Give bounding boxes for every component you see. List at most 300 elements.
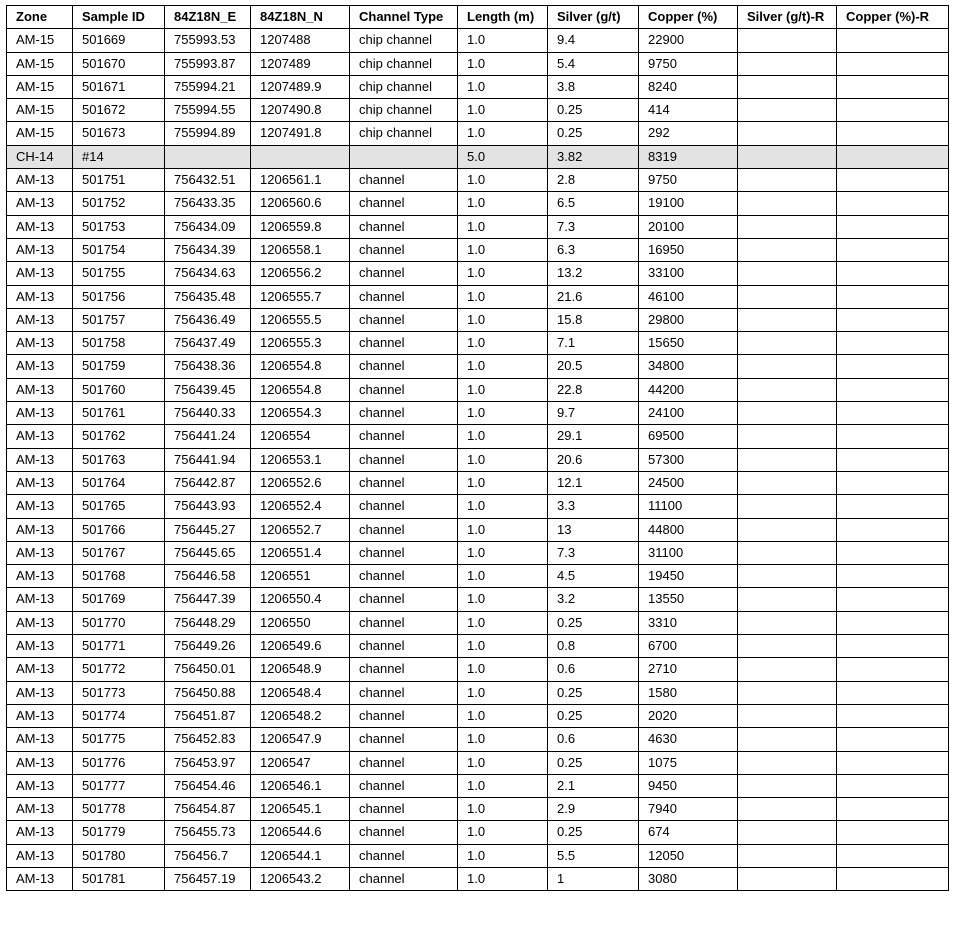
table-row <box>7 774 949 797</box>
cell-length: 1.0 <box>458 728 548 751</box>
cell-northing: 1206553.1 <box>251 448 350 471</box>
cell-silver-r <box>738 238 837 261</box>
cell-northing: 1206560.6 <box>251 192 350 215</box>
cell-sample-id: 501669 <box>73 29 165 52</box>
cell-easting: 756456.7 <box>165 844 251 867</box>
cell-sample-id: 501770 <box>73 611 165 634</box>
cell-silver: 0.6 <box>548 658 639 681</box>
cell-easting: 756436.49 <box>165 308 251 331</box>
cell-length: 1.0 <box>458 798 548 821</box>
table-row <box>7 99 949 122</box>
cell-copper: 9750 <box>639 52 738 75</box>
cell-length: 1.0 <box>458 285 548 308</box>
cell-sample-id: 501761 <box>73 402 165 425</box>
cell-zone: AM-15 <box>7 122 73 145</box>
cell-silver: 0.8 <box>548 635 639 658</box>
table-row <box>7 844 949 867</box>
cell-silver-r <box>738 728 837 751</box>
table-row <box>7 29 949 52</box>
cell-zone: AM-15 <box>7 75 73 98</box>
cell-zone: AM-13 <box>7 751 73 774</box>
cell-copper-r <box>837 99 949 122</box>
cell-silver-r <box>738 518 837 541</box>
cell-sample-id: 501756 <box>73 285 165 308</box>
cell-northing: 1206546.1 <box>251 774 350 797</box>
cell-zone: AM-13 <box>7 774 73 797</box>
cell-silver-r <box>738 681 837 704</box>
cell-easting: 756437.49 <box>165 332 251 355</box>
cell-zone: AM-13 <box>7 285 73 308</box>
cell-length: 1.0 <box>458 402 548 425</box>
cell-zone: AM-13 <box>7 798 73 821</box>
cell-easting: 756453.97 <box>165 751 251 774</box>
cell-silver: 0.25 <box>548 611 639 634</box>
cell-northing: 1206548.4 <box>251 681 350 704</box>
cell-northing: 1206551 <box>251 565 350 588</box>
cell-easting: 756450.88 <box>165 681 251 704</box>
cell-northing: 1207489 <box>251 52 350 75</box>
table-row <box>7 238 949 261</box>
cell-easting: 756446.58 <box>165 565 251 588</box>
cell-sample-id: 501755 <box>73 262 165 285</box>
cell-silver-r <box>738 75 837 98</box>
cell-silver-r <box>738 751 837 774</box>
cell-length: 1.0 <box>458 378 548 401</box>
header-length: Length (m) <box>458 6 548 29</box>
table-row <box>7 751 949 774</box>
cell-copper-r <box>837 402 949 425</box>
cell-silver: 2.1 <box>548 774 639 797</box>
cell-silver: 3.8 <box>548 75 639 98</box>
cell-easting: 756445.27 <box>165 518 251 541</box>
cell-copper-r <box>837 169 949 192</box>
cell-channel-type: channel <box>350 635 458 658</box>
table-row <box>7 122 949 145</box>
cell-copper: 1580 <box>639 681 738 704</box>
cell-copper-r <box>837 588 949 611</box>
cell-copper: 69500 <box>639 425 738 448</box>
cell-zone: AM-13 <box>7 262 73 285</box>
cell-length: 1.0 <box>458 867 548 890</box>
cell-silver-r <box>738 145 837 168</box>
cell-sample-id: 501671 <box>73 75 165 98</box>
cell-silver-r <box>738 448 837 471</box>
cell-northing: 1206548.9 <box>251 658 350 681</box>
cell-copper: 24500 <box>639 471 738 494</box>
cell-zone: AM-13 <box>7 495 73 518</box>
cell-silver: 6.3 <box>548 238 639 261</box>
cell-silver-r <box>738 635 837 658</box>
cell-copper-r <box>837 751 949 774</box>
cell-easting: 756442.87 <box>165 471 251 494</box>
cell-silver: 13 <box>548 518 639 541</box>
cell-channel-type: channel <box>350 867 458 890</box>
cell-northing: 1206548.2 <box>251 704 350 727</box>
header-copper-r: Copper (%)-R <box>837 6 949 29</box>
cell-easting: 756454.87 <box>165 798 251 821</box>
cell-silver-r <box>738 798 837 821</box>
cell-easting: 756438.36 <box>165 355 251 378</box>
cell-copper: 44200 <box>639 378 738 401</box>
table-row <box>7 611 949 634</box>
cell-channel-type: channel <box>350 285 458 308</box>
cell-copper: 292 <box>639 122 738 145</box>
cell-silver: 7.3 <box>548 541 639 564</box>
table-row <box>7 192 949 215</box>
table-row <box>7 495 949 518</box>
cell-copper-r <box>837 774 949 797</box>
cell-northing: 1206550.4 <box>251 588 350 611</box>
cell-length: 1.0 <box>458 658 548 681</box>
cell-sample-id: 501769 <box>73 588 165 611</box>
cell-copper: 34800 <box>639 355 738 378</box>
cell-channel-type: channel <box>350 308 458 331</box>
cell-silver-r <box>738 99 837 122</box>
cell-easting: 756447.39 <box>165 588 251 611</box>
cell-copper: 31100 <box>639 541 738 564</box>
cell-zone: AM-15 <box>7 29 73 52</box>
cell-zone: AM-13 <box>7 844 73 867</box>
cell-copper-r <box>837 495 949 518</box>
cell-channel-type: chip channel <box>350 52 458 75</box>
cell-easting: 756433.35 <box>165 192 251 215</box>
cell-sample-id: 501754 <box>73 238 165 261</box>
cell-sample-id: 501758 <box>73 332 165 355</box>
cell-length: 1.0 <box>458 215 548 238</box>
cell-silver: 7.3 <box>548 215 639 238</box>
cell-silver: 0.25 <box>548 704 639 727</box>
table-body <box>7 29 949 891</box>
cell-copper: 414 <box>639 99 738 122</box>
cell-length: 1.0 <box>458 704 548 727</box>
cell-easting: 755993.87 <box>165 52 251 75</box>
cell-silver: 12.1 <box>548 471 639 494</box>
cell-copper: 7940 <box>639 798 738 821</box>
cell-northing: 1206555.3 <box>251 332 350 355</box>
cell-channel-type: channel <box>350 518 458 541</box>
table-row <box>7 518 949 541</box>
cell-copper: 8240 <box>639 75 738 98</box>
cell-channel-type <box>350 145 458 168</box>
cell-sample-id: 501781 <box>73 867 165 890</box>
cell-sample-id: 501751 <box>73 169 165 192</box>
cell-length: 1.0 <box>458 425 548 448</box>
cell-copper-r <box>837 122 949 145</box>
cell-silver-r <box>738 867 837 890</box>
cell-length: 1.0 <box>458 588 548 611</box>
cell-easting: 756455.73 <box>165 821 251 844</box>
cell-copper: 12050 <box>639 844 738 867</box>
cell-length: 1.0 <box>458 122 548 145</box>
table-row <box>7 658 949 681</box>
cell-zone: AM-13 <box>7 681 73 704</box>
cell-sample-id: 501757 <box>73 308 165 331</box>
cell-northing: 1206555.5 <box>251 308 350 331</box>
cell-northing: 1206554.8 <box>251 355 350 378</box>
table-row <box>7 262 949 285</box>
cell-channel-type: channel <box>350 332 458 355</box>
cell-sample-id: 501672 <box>73 99 165 122</box>
cell-length: 1.0 <box>458 192 548 215</box>
cell-channel-type: channel <box>350 355 458 378</box>
cell-copper-r <box>837 262 949 285</box>
table-row <box>7 425 949 448</box>
table-row <box>7 402 949 425</box>
cell-silver-r <box>738 402 837 425</box>
cell-copper: 57300 <box>639 448 738 471</box>
cell-length: 1.0 <box>458 29 548 52</box>
cell-zone: AM-13 <box>7 402 73 425</box>
cell-northing <box>251 145 350 168</box>
header-row <box>7 6 949 29</box>
cell-copper-r <box>837 425 949 448</box>
cell-silver-r <box>738 844 837 867</box>
cell-silver-r <box>738 704 837 727</box>
cell-copper: 1075 <box>639 751 738 774</box>
cell-silver-r <box>738 471 837 494</box>
table-row <box>7 588 949 611</box>
cell-easting: 756457.19 <box>165 867 251 890</box>
cell-copper-r <box>837 635 949 658</box>
cell-easting: 756454.46 <box>165 774 251 797</box>
cell-silver: 6.5 <box>548 192 639 215</box>
cell-silver: 3.2 <box>548 588 639 611</box>
cell-length: 1.0 <box>458 99 548 122</box>
cell-easting: 756435.48 <box>165 285 251 308</box>
cell-channel-type: channel <box>350 681 458 704</box>
cell-channel-type: channel <box>350 541 458 564</box>
cell-zone: AM-13 <box>7 215 73 238</box>
table-row <box>7 448 949 471</box>
cell-zone: AM-13 <box>7 355 73 378</box>
cell-sample-id: 501768 <box>73 565 165 588</box>
cell-zone: AM-15 <box>7 99 73 122</box>
cell-channel-type: channel <box>350 215 458 238</box>
cell-copper: 15650 <box>639 332 738 355</box>
cell-northing: 1206547.9 <box>251 728 350 751</box>
cell-copper-r <box>837 867 949 890</box>
cell-northing: 1206561.1 <box>251 169 350 192</box>
cell-channel-type: chip channel <box>350 75 458 98</box>
cell-length: 1.0 <box>458 332 548 355</box>
table-row <box>7 867 949 890</box>
cell-zone: AM-13 <box>7 867 73 890</box>
cell-silver: 0.25 <box>548 821 639 844</box>
cell-copper: 3080 <box>639 867 738 890</box>
cell-sample-id: 501771 <box>73 635 165 658</box>
cell-silver-r <box>738 541 837 564</box>
cell-copper: 11100 <box>639 495 738 518</box>
cell-channel-type: channel <box>350 471 458 494</box>
cell-silver-r <box>738 122 837 145</box>
cell-easting: 756434.39 <box>165 238 251 261</box>
cell-length: 1.0 <box>458 611 548 634</box>
cell-length: 1.0 <box>458 495 548 518</box>
cell-sample-id: 501670 <box>73 52 165 75</box>
cell-silver: 9.4 <box>548 29 639 52</box>
cell-zone: CH-14 <box>7 145 73 168</box>
cell-sample-id: 501753 <box>73 215 165 238</box>
cell-northing: 1207489.9 <box>251 75 350 98</box>
cell-northing: 1206556.2 <box>251 262 350 285</box>
cell-easting: 756448.29 <box>165 611 251 634</box>
cell-copper: 19450 <box>639 565 738 588</box>
header-zone: Zone <box>7 6 73 29</box>
cell-channel-type: channel <box>350 844 458 867</box>
cell-copper-r <box>837 308 949 331</box>
cell-silver-r <box>738 425 837 448</box>
header-channel-type: Channel Type <box>350 6 458 29</box>
cell-silver: 0.25 <box>548 751 639 774</box>
cell-silver-r <box>738 611 837 634</box>
cell-easting: 756440.33 <box>165 402 251 425</box>
cell-zone: AM-13 <box>7 728 73 751</box>
cell-silver: 9.7 <box>548 402 639 425</box>
cell-zone: AM-13 <box>7 425 73 448</box>
cell-channel-type: channel <box>350 658 458 681</box>
cell-zone: AM-13 <box>7 308 73 331</box>
cell-length: 1.0 <box>458 518 548 541</box>
cell-copper-r <box>837 215 949 238</box>
cell-silver-r <box>738 29 837 52</box>
cell-copper: 44800 <box>639 518 738 541</box>
table-row <box>7 355 949 378</box>
cell-sample-id: 501764 <box>73 471 165 494</box>
cell-copper: 24100 <box>639 402 738 425</box>
cell-easting: 756443.93 <box>165 495 251 518</box>
cell-zone: AM-13 <box>7 192 73 215</box>
subtotal-row <box>7 145 949 168</box>
cell-silver-r <box>738 332 837 355</box>
cell-copper-r <box>837 332 949 355</box>
cell-northing: 1206552.6 <box>251 471 350 494</box>
cell-easting: 756432.51 <box>165 169 251 192</box>
cell-copper-r <box>837 681 949 704</box>
cell-easting: 756441.24 <box>165 425 251 448</box>
cell-silver-r <box>738 215 837 238</box>
cell-copper-r <box>837 471 949 494</box>
header-sample-id: Sample ID <box>73 6 165 29</box>
cell-copper-r <box>837 192 949 215</box>
cell-sample-id: 501759 <box>73 355 165 378</box>
cell-copper-r <box>837 52 949 75</box>
cell-zone: AM-13 <box>7 658 73 681</box>
table-row <box>7 681 949 704</box>
cell-length: 1.0 <box>458 541 548 564</box>
cell-sample-id: 501774 <box>73 704 165 727</box>
cell-easting: 755993.53 <box>165 29 251 52</box>
cell-zone: AM-13 <box>7 518 73 541</box>
cell-channel-type: channel <box>350 704 458 727</box>
cell-sample-id: 501776 <box>73 751 165 774</box>
header-northing: 84Z18N_N <box>251 6 350 29</box>
header-copper: Copper (%) <box>639 6 738 29</box>
table-row <box>7 308 949 331</box>
cell-northing: 1206551.4 <box>251 541 350 564</box>
cell-copper: 4630 <box>639 728 738 751</box>
cell-zone: AM-13 <box>7 704 73 727</box>
table-row <box>7 285 949 308</box>
cell-zone: AM-13 <box>7 238 73 261</box>
cell-channel-type: channel <box>350 448 458 471</box>
cell-copper-r <box>837 29 949 52</box>
cell-northing: 1206559.8 <box>251 215 350 238</box>
table-row <box>7 75 949 98</box>
cell-zone: AM-13 <box>7 565 73 588</box>
cell-silver: 4.5 <box>548 565 639 588</box>
cell-channel-type: channel <box>350 238 458 261</box>
cell-copper: 2020 <box>639 704 738 727</box>
cell-copper: 22900 <box>639 29 738 52</box>
table-row <box>7 169 949 192</box>
cell-length: 1.0 <box>458 75 548 98</box>
cell-copper-r <box>837 238 949 261</box>
cell-silver-r <box>738 192 837 215</box>
cell-copper-r <box>837 611 949 634</box>
cell-channel-type: channel <box>350 262 458 285</box>
cell-silver-r <box>738 308 837 331</box>
cell-zone: AM-13 <box>7 448 73 471</box>
cell-copper: 8319 <box>639 145 738 168</box>
cell-copper: 29800 <box>639 308 738 331</box>
cell-northing: 1206547 <box>251 751 350 774</box>
cell-zone: AM-13 <box>7 378 73 401</box>
cell-silver-r <box>738 821 837 844</box>
cell-channel-type: channel <box>350 402 458 425</box>
cell-silver-r <box>738 169 837 192</box>
cell-silver-r <box>738 565 837 588</box>
cell-silver-r <box>738 658 837 681</box>
cell-sample-id: 501765 <box>73 495 165 518</box>
cell-sample-id: 501775 <box>73 728 165 751</box>
cell-sample-id: 501762 <box>73 425 165 448</box>
cell-copper-r <box>837 704 949 727</box>
cell-copper-r <box>837 798 949 821</box>
cell-zone: AM-13 <box>7 588 73 611</box>
cell-copper-r <box>837 518 949 541</box>
cell-length: 1.0 <box>458 448 548 471</box>
cell-zone: AM-13 <box>7 471 73 494</box>
cell-copper: 46100 <box>639 285 738 308</box>
cell-silver: 13.2 <box>548 262 639 285</box>
cell-length: 1.0 <box>458 355 548 378</box>
cell-silver-r <box>738 774 837 797</box>
cell-silver: 2.9 <box>548 798 639 821</box>
table-row <box>7 728 949 751</box>
cell-easting: 756451.87 <box>165 704 251 727</box>
cell-sample-id: 501779 <box>73 821 165 844</box>
cell-channel-type: channel <box>350 495 458 518</box>
cell-copper: 2710 <box>639 658 738 681</box>
cell-easting: 756441.94 <box>165 448 251 471</box>
cell-northing: 1207490.8 <box>251 99 350 122</box>
cell-easting: 755994.55 <box>165 99 251 122</box>
cell-sample-id: 501773 <box>73 681 165 704</box>
cell-northing: 1206550 <box>251 611 350 634</box>
cell-copper: 20100 <box>639 215 738 238</box>
cell-channel-type: channel <box>350 192 458 215</box>
cell-easting: 755994.21 <box>165 75 251 98</box>
cell-length: 1.0 <box>458 262 548 285</box>
cell-northing: 1206558.1 <box>251 238 350 261</box>
cell-copper: 6700 <box>639 635 738 658</box>
cell-copper: 16950 <box>639 238 738 261</box>
cell-northing: 1206552.7 <box>251 518 350 541</box>
cell-silver-r <box>738 285 837 308</box>
cell-sample-id: 501673 <box>73 122 165 145</box>
cell-northing: 1207488 <box>251 29 350 52</box>
table-row <box>7 821 949 844</box>
